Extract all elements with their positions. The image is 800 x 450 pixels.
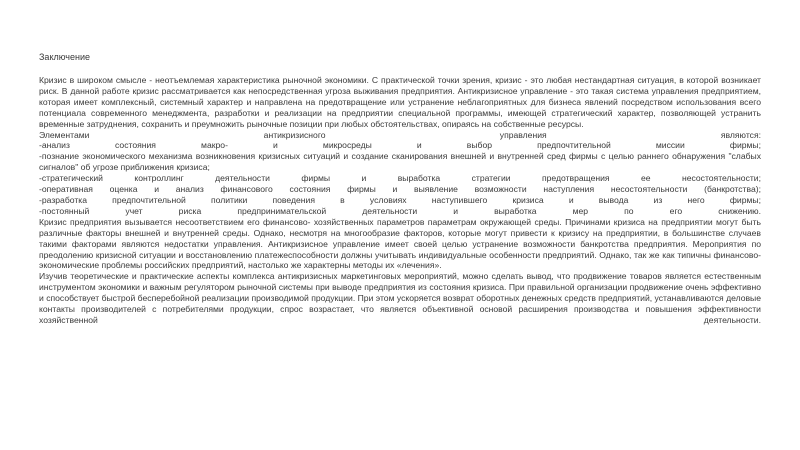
conclusion-paragraph: Изучив теоретические и практические аспекты комплекса антикризисных маркетинговых мероприятий, можно сделать вывод, что продвижение товаров является естественным инструментом экономики и важным регулятором рыночной системы при выводе предприятия из состояния кризиса. При правильной организации продвижение очень эффективно и способствует быстрой бесперебойной реализации производимой продукции. При этом ускоряется возврат оборотных денежных средств предприятий, устанавливаются деловые контакты производителей с потребителями продукции, спрос возрастает, что является объективной основой расширения производства и повышения эффективности хозяйственной деятельности. xyxy=(39,271,761,325)
intro-paragraph: Кризис в широком смысле - неотъемлемая характеристика рыночной экономики. С практической точки зрения, кризис - это любая нестандартная ситуация, в которой возникает риск. В данной работе кризис рассматривается как непосредственная угроза выживания предприятия. Антикризисное управление - это такая система управления предприятием, которая имеет комплексный, системный характер и направлена на предотвращение или устранение неблагоприятных для бизнеса явлений посредством использования всего потенциала современного менеджмента, разработки и реализации на предприятии специальной программы, имеющей стратегический характер, позволяющей устранить временные затруднения, сохранить и преумножить рыночные позиции при любых обстоятельствах, опираясь на собственные ресурсы. xyxy=(39,75,761,129)
elements-intro-line: Элементами антикризисного управления являются: xyxy=(39,129,761,140)
crisis-causes-paragraph: Кризис предприятия вызывается несоответствием его финансово- хозяйственных параметров параметрам окружающей среды. Причинами кризиса на предприятии могут быть различные факторы внешней и внутренней среды. Однако, несмотря на многообразие факторов, которые могут привести к кризису на предприятии, в большинстве случаев такими факторами являются недостатки управления. Антикризисное управление имеет своей целью устранение возможности банкротства предприятия. Мероприятия по преодолению кризисной ситуации и восстановлению платежеспособности должны учитывать индивидуальные особенности предприятий. Однако, так же как типичны финансово-экономические проблемы российских предприятий, настолько же характерны методы их «лечения». xyxy=(39,216,761,271)
document-page xyxy=(39,52,761,326)
list-item-analysis: -анализ состояния макро- и микросреды и выбор предпочтительной миссии фирмы; xyxy=(39,140,761,151)
list-item-controlling: -стратегический контроллинг деятельности фирмы и выработка стратегии предотвращения ее несостоятельности; xyxy=(39,173,761,184)
list-item-assessment: -оперативная оценка и анализ финансового состояния фирмы и выявление возможности наступления несостоятельности (банкротства); xyxy=(39,184,761,195)
list-item-risk: -постоянный учет риска предпринимательской деятельности и выработка мер по его снижению. xyxy=(39,205,761,216)
list-item-policy: -разработка предпочтительной политики поведения в условиях наступившего кризиса и вывода из него фирмы; xyxy=(39,194,761,205)
list-item-cognition: -познание экономического механизма возникновения кризисных ситуаций и создание сканирования внешней и внутренней сред фирмы с целью раннего обнаружения "слабых сигналов" об угрозе приближения кризиса; xyxy=(39,151,761,173)
document-heading: Заключение xyxy=(39,52,90,62)
